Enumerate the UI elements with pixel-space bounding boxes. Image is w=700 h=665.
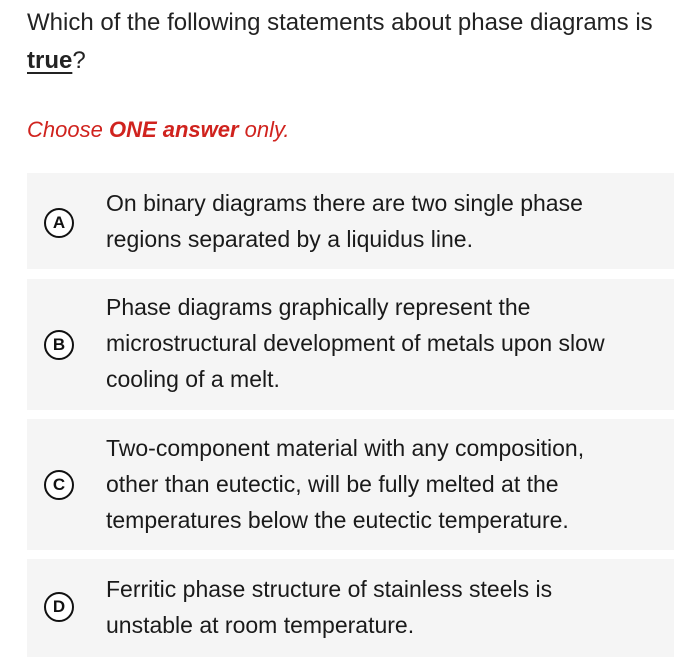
answer-instruction bbox=[27, 114, 290, 146]
option-b-line-1: Phase diagrams graphically represent the bbox=[106, 294, 531, 320]
option-a-radio[interactable]: A bbox=[44, 208, 74, 238]
instruction-emphasis: ONE answer bbox=[108, 117, 239, 142]
option-a-text bbox=[106, 185, 671, 257]
option-b-line-3: cooling of a melt. bbox=[106, 366, 280, 392]
option-d-line-1: Ferritic phase structure of stainless steels is bbox=[106, 576, 553, 602]
option-d-text bbox=[106, 571, 671, 643]
option-a-line-1: On binary diagrams there are two single phase bbox=[106, 190, 583, 216]
question-emphasis: true bbox=[27, 47, 73, 74]
question-text bbox=[27, 4, 687, 80]
option-c-line-3: temperatures below the eutectic temperature. bbox=[106, 507, 569, 533]
answer-option-a[interactable] bbox=[27, 173, 674, 269]
option-b-line-2: microstructural development of metals upon slow bbox=[106, 330, 605, 356]
option-c-radio[interactable]: C bbox=[44, 470, 74, 500]
question-end: ? bbox=[72, 47, 86, 74]
option-b-radio[interactable]: B bbox=[44, 330, 74, 360]
option-c-line-1: Two-component material with any composition, bbox=[106, 435, 585, 461]
option-d-line-2: unstable at room temperature. bbox=[106, 612, 415, 638]
instruction-suffix: only. bbox=[238, 117, 290, 142]
answer-option-d[interactable] bbox=[27, 559, 674, 657]
answer-option-c[interactable] bbox=[27, 419, 674, 550]
option-a-line-2: regions separated by a liquidus line. bbox=[106, 226, 473, 252]
answer-option-b[interactable] bbox=[27, 279, 674, 410]
question-lead: Which of the following statements about phase diagrams is bbox=[27, 9, 653, 36]
option-c-line-2: other than eutectic, will be fully melted at the bbox=[106, 471, 559, 497]
option-c-text bbox=[106, 430, 671, 538]
option-d-radio[interactable]: D bbox=[44, 592, 74, 622]
instruction-prefix: Choose bbox=[27, 117, 109, 142]
option-b-text bbox=[106, 289, 671, 397]
